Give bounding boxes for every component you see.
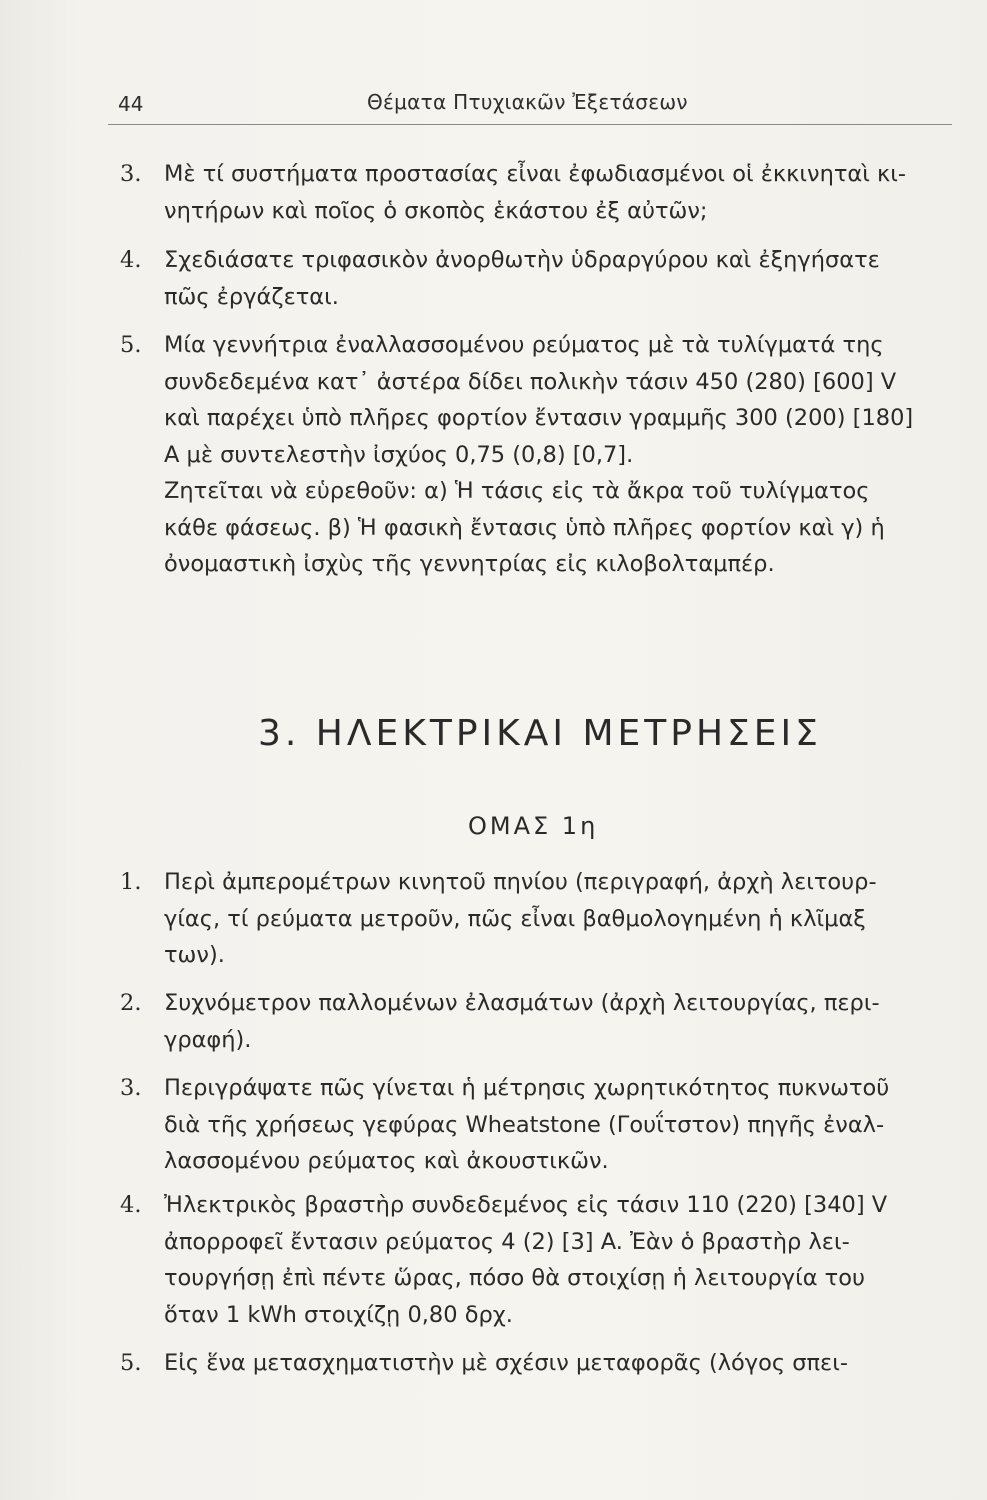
question-text bbox=[164, 156, 960, 229]
question-number: 4. bbox=[120, 247, 142, 273]
question-text bbox=[164, 1070, 960, 1180]
question-3 bbox=[120, 156, 960, 229]
text-line: Περιγράψατε πῶς γίνεται ἡ μέτρησις χωρητικότητος πυκνωτοῦ bbox=[164, 1075, 890, 1101]
text-line: συνδεδεμένα κατ᾽ ἀστέρα δίδει πολικὴν τάσιν 450 (280) [600] V bbox=[164, 368, 897, 395]
question-number: 4. bbox=[120, 1192, 142, 1218]
text-line: διὰ τῆς χρήσεως γεφύρας Wheatstone (Γουΐτστον) πηγῆς ἐναλ- bbox=[164, 1111, 885, 1138]
question-5 bbox=[120, 327, 960, 583]
measurement-question-1 bbox=[120, 864, 960, 974]
text-line: πῶς ἐργάζεται. bbox=[164, 283, 339, 310]
text-line: A μὲ συντελεστὴν ἰσχύος 0,75 (0,8) [0,7]. bbox=[164, 441, 634, 468]
group-title: ΟΜΑΣ 1η bbox=[468, 812, 599, 840]
text-line: νητήρων καὶ ποῖος ὁ σκοπὸς ἑκάστου ἐξ αὐτῶν; bbox=[164, 197, 708, 224]
text-line: Σχεδιάσατε τριφασικὸν ἀνορθωτὴν ὑδραργύρου καὶ ἐξηγήσατε bbox=[164, 247, 880, 273]
question-number: 2. bbox=[120, 990, 142, 1016]
running-title: Θέματα Πτυχιακῶν Ἐξετάσεων bbox=[367, 90, 688, 114]
question-text bbox=[164, 864, 960, 974]
text-line: ὅταν 1 kWh στοιχίζῃ 0,80 δρχ. bbox=[164, 1301, 513, 1328]
question-number: 3. bbox=[120, 161, 142, 187]
text-line: ἀπορροφεῖ ἔντασιν ρεύματος 4 (2) [3] A. Ἐὰν ὁ βραστὴρ λει- bbox=[164, 1228, 850, 1255]
question-text bbox=[164, 1345, 960, 1382]
text-line: γραφή). bbox=[164, 1026, 252, 1053]
text-line: Ἠλεκτρικὸς βραστὴρ συνδεδεμένος εἰς τάσιν 110 (220) [340] V bbox=[164, 1192, 888, 1218]
text-line: κάθε φάσεως. β) Ἡ φασικὴ ἔντασις ὑπὸ πλῆρες φορτίον καὶ γ) ἡ bbox=[164, 514, 885, 541]
question-text bbox=[164, 242, 960, 315]
text-line: καὶ παρέχει ὑπὸ πλῆρες φορτίον ἔντασιν γραμμῆς 300 (200) [180] bbox=[164, 405, 914, 431]
measurement-question-2 bbox=[120, 985, 960, 1058]
question-text bbox=[164, 985, 960, 1058]
text-line: των). bbox=[164, 942, 225, 968]
question-number: 5. bbox=[120, 332, 142, 358]
header-rule bbox=[108, 124, 952, 125]
measurement-question-5 bbox=[120, 1345, 960, 1382]
text-line: τουργήσῃ ἐπὶ πέντε ὥρας, πόσο θὰ στοιχίσῃ ἡ λειτουργία του bbox=[164, 1265, 866, 1291]
section-title: 3. ΗΛΕΚΤΡΙΚΑΙ ΜΕΤΡΗΣΕΙΣ bbox=[258, 713, 822, 754]
text-line: Εἰς ἕνα μετασχηματιστὴν μὲ σχέσιν μεταφορᾶς (λόγος σπει- bbox=[164, 1350, 848, 1376]
text-line: Περὶ ἀμπερομέτρων κινητοῦ πηνίου (περιγραφή, ἀρχὴ λειτουρ- bbox=[164, 869, 877, 895]
text-line: Συχνόμετρον παλλομένων ἐλασμάτων (ἀρχὴ λειτουργίας, περι- bbox=[164, 990, 880, 1016]
text-line: Ζητεῖται νὰ εὑρεθοῦν: α) Ἡ τάσις εἰς τὰ ἄκρα τοῦ τυλίγματος bbox=[164, 478, 870, 504]
question-text bbox=[164, 327, 960, 583]
question-text bbox=[164, 1187, 960, 1333]
page-number: 44 bbox=[118, 92, 144, 116]
text-line: Μὲ τί συστήματα προστασίας εἶναι ἐφωδιασμένοι οἱ ἐκκινηταὶ κι- bbox=[164, 161, 906, 187]
question-4 bbox=[120, 242, 960, 315]
question-number: 5. bbox=[120, 1350, 142, 1376]
measurement-question-3 bbox=[120, 1070, 960, 1180]
text-line: Μία γεννήτρια ἐναλλασσομένου ρεύματος μὲ τὰ τυλίγματά της bbox=[164, 332, 884, 358]
text-line: ὀνομαστικὴ ἰσχὺς τῆς γεννητρίας εἰς κιλοβολταμπέρ. bbox=[164, 551, 775, 577]
page-header bbox=[112, 92, 952, 122]
text-line: γίας, τί ρεύματα μετροῦν, πῶς εἶναι βαθμολογημένη ἡ κλῖμαξ bbox=[164, 905, 866, 932]
measurement-question-4 bbox=[120, 1187, 960, 1333]
text-line: λασσομένου ρεύματος καὶ ἀκουστικῶν. bbox=[164, 1148, 609, 1174]
question-number: 3. bbox=[120, 1075, 142, 1101]
question-number: 1. bbox=[120, 869, 142, 895]
